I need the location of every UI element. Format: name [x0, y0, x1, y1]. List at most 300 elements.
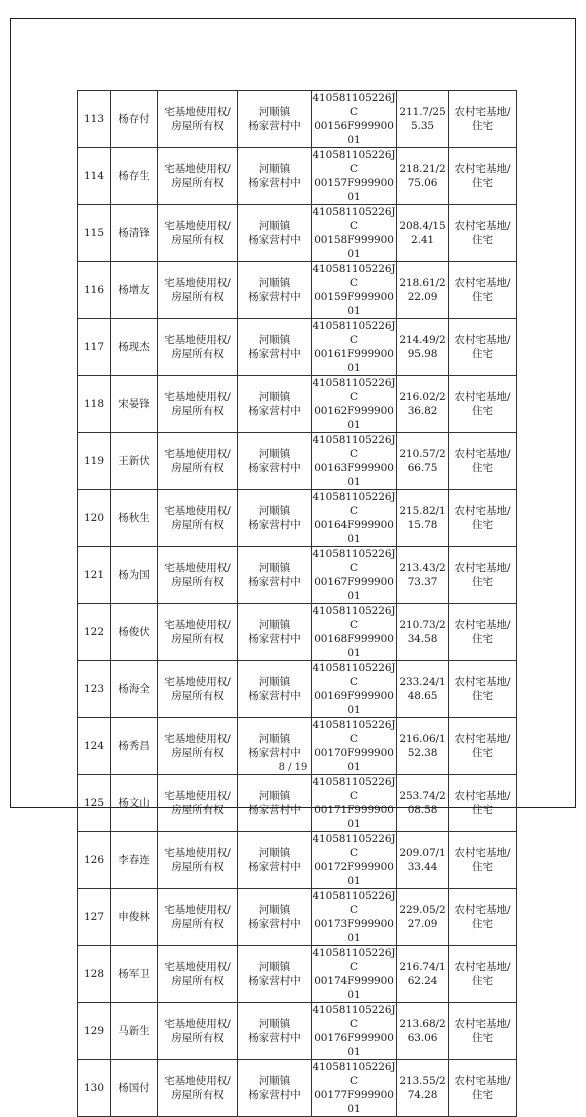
cell-location-line: 河顺镇	[258, 790, 291, 802]
cell-area-line: 216.06/1	[399, 733, 446, 745]
cell-owner-name: 杨军卫	[111, 946, 158, 1003]
cell-right-type-line: 宅基地使用权/	[164, 847, 231, 859]
cell-right-type-line: 房屋所有权	[171, 1032, 224, 1044]
cell-usage-line: 农村宅基地/	[454, 334, 511, 346]
cell-right-type-line: 宅基地使用权/	[164, 448, 231, 460]
cell-location-line: 河顺镇	[258, 961, 291, 973]
cell-usage	[449, 319, 517, 376]
cell-parcel-code-line: 00171F99990001	[314, 804, 394, 830]
cell-location-line: 河顺镇	[258, 220, 291, 232]
cell-parcel-code-line: 410581105226JC	[312, 890, 396, 916]
cell-parcel-code-line: 410581105226JC	[312, 605, 396, 631]
table-row	[78, 433, 517, 490]
cell-parcel-code-line: 410581105226JC	[312, 491, 396, 517]
cell-owner-name: 杨存生	[111, 148, 158, 205]
cell-area	[397, 889, 449, 946]
cell-area-line: 5.35	[411, 120, 434, 132]
cell-parcel-code	[312, 832, 397, 889]
cell-usage-line: 住宅	[472, 462, 493, 474]
cell-location-line: 杨家营村中	[248, 690, 301, 702]
cell-area-line: 27.09	[407, 918, 438, 930]
cell-parcel-code	[312, 1003, 397, 1060]
table-row	[78, 946, 517, 1003]
cell-location-line: 河顺镇	[258, 1075, 291, 1087]
cell-right-type-line: 宅基地使用权/	[164, 1075, 231, 1087]
cell-area-line: 62.24	[407, 975, 438, 987]
cell-area	[397, 91, 449, 148]
cell-usage-line: 住宅	[472, 804, 493, 816]
cell-area-line: 34.58	[407, 633, 438, 645]
cell-area-line: 73.37	[407, 576, 438, 588]
cell-usage-line: 住宅	[472, 405, 493, 417]
cell-area-line: 95.98	[407, 348, 438, 360]
cell-location-line: 杨家营村中	[248, 918, 301, 930]
cell-usage	[449, 1003, 517, 1060]
cell-right-type-line: 房屋所有权	[171, 747, 224, 759]
cell-area	[397, 775, 449, 832]
cell-usage-line: 农村宅基地/	[454, 220, 511, 232]
cell-area	[397, 490, 449, 547]
table-row	[78, 832, 517, 889]
cell-owner-name: 王新伏	[111, 433, 158, 490]
cell-location-line: 河顺镇	[258, 448, 291, 460]
cell-area	[397, 319, 449, 376]
cell-right-type-line: 房屋所有权	[171, 519, 224, 531]
table-row	[78, 490, 517, 547]
cell-owner-name: 杨为国	[111, 547, 158, 604]
cell-parcel-code-line: 00174F99990001	[314, 975, 394, 1001]
cell-parcel-code-line: 00172F99990001	[314, 861, 394, 887]
cell-parcel-code-line: 00177F99990001	[314, 1089, 394, 1115]
cell-area-line: 218.61/2	[399, 277, 446, 289]
cell-usage-line: 农村宅基地/	[454, 562, 511, 574]
cell-location	[238, 604, 312, 661]
cell-usage-line: 住宅	[472, 1089, 493, 1101]
cell-parcel-code	[312, 91, 397, 148]
cell-usage-line: 农村宅基地/	[454, 733, 511, 745]
cell-parcel-code	[312, 547, 397, 604]
cell-location-line: 河顺镇	[258, 391, 291, 403]
cell-usage-line: 住宅	[472, 747, 493, 759]
cell-usage-line: 农村宅基地/	[454, 505, 511, 517]
cell-number: 126	[78, 832, 111, 889]
cell-area-line: 63.06	[407, 1032, 438, 1044]
cell-right-type-line: 房屋所有权	[171, 348, 224, 360]
cell-right-type-line: 房屋所有权	[171, 1089, 224, 1101]
cell-location-line: 河顺镇	[258, 847, 291, 859]
cell-location-line: 杨家营村中	[248, 348, 301, 360]
cell-parcel-code-line: 410581105226JC	[312, 377, 396, 403]
cell-area-line: 215.82/1	[399, 505, 446, 517]
cell-number: 117	[78, 319, 111, 376]
cell-parcel-code	[312, 1060, 397, 1117]
cell-usage-line: 住宅	[472, 975, 493, 987]
cell-usage-line: 农村宅基地/	[454, 904, 511, 916]
cell-location	[238, 889, 312, 946]
cell-number: 128	[78, 946, 111, 1003]
cell-area-line: 213.55/2	[399, 1075, 446, 1087]
cell-area-line: 52.38	[407, 747, 438, 759]
cell-parcel-code-line: 00161F99990001	[314, 348, 394, 374]
cell-parcel-code-line: 410581105226JC	[312, 662, 396, 688]
cell-right-type	[158, 148, 238, 205]
cell-right-type-line: 房屋所有权	[171, 234, 224, 246]
cell-location	[238, 661, 312, 718]
cell-right-type	[158, 262, 238, 319]
cell-area-line: 213.43/2	[399, 562, 446, 574]
cell-parcel-code	[312, 775, 397, 832]
cell-right-type-line: 宅基地使用权/	[164, 1018, 231, 1030]
cell-number: 124	[78, 718, 111, 775]
cell-right-type-line: 宅基地使用权/	[164, 733, 231, 745]
cell-right-type-line: 房屋所有权	[171, 291, 224, 303]
cell-location-line: 杨家营村中	[248, 861, 301, 873]
cell-usage	[449, 262, 517, 319]
cell-location-line: 河顺镇	[258, 676, 291, 688]
cell-parcel-code-line: 410581105226JC	[312, 149, 396, 175]
cell-area-line: 75.06	[407, 177, 438, 189]
cell-right-type-line: 宅基地使用权/	[164, 904, 231, 916]
cell-usage-line: 住宅	[472, 861, 493, 873]
cell-right-type	[158, 775, 238, 832]
cell-location-line: 河顺镇	[258, 619, 291, 631]
table-row	[78, 889, 517, 946]
cell-area	[397, 376, 449, 433]
cell-usage-line: 农村宅基地/	[454, 619, 511, 631]
cell-parcel-code-line: 410581105226JC	[312, 776, 396, 802]
cell-right-type-line: 房屋所有权	[171, 690, 224, 702]
cell-area	[397, 148, 449, 205]
cell-usage	[449, 91, 517, 148]
table-row	[78, 1003, 517, 1060]
cell-area	[397, 433, 449, 490]
cell-usage-line: 农村宅基地/	[454, 676, 511, 688]
cell-location-line: 杨家营村中	[248, 576, 301, 588]
cell-usage-line: 住宅	[472, 234, 493, 246]
cell-area	[397, 1003, 449, 1060]
cell-right-type	[158, 547, 238, 604]
cell-parcel-code-line: 410581105226JC	[312, 434, 396, 460]
cell-usage-line: 住宅	[472, 1032, 493, 1044]
cell-usage-line: 农村宅基地/	[454, 106, 511, 118]
cell-right-type-line: 房屋所有权	[171, 405, 224, 417]
cell-area-line: 209.07/1	[399, 847, 446, 859]
cell-area-line: 36.82	[407, 405, 438, 417]
cell-usage-line: 住宅	[472, 633, 493, 645]
cell-location-line: 河顺镇	[258, 904, 291, 916]
table-row	[78, 661, 517, 718]
cell-location-line: 杨家营村中	[248, 975, 301, 987]
cell-right-type-line: 宅基地使用权/	[164, 562, 231, 574]
cell-area-line: 48.65	[407, 690, 438, 702]
cell-parcel-code-line: 00173F99990001	[314, 918, 394, 944]
cell-area-line: 22.09	[407, 291, 438, 303]
cell-location-line: 河顺镇	[258, 277, 291, 289]
cell-location-line: 河顺镇	[258, 1018, 291, 1030]
cell-right-type-line: 宅基地使用权/	[164, 163, 231, 175]
cell-right-type-line: 房屋所有权	[171, 633, 224, 645]
table-row	[78, 547, 517, 604]
cell-number: 114	[78, 148, 111, 205]
cell-parcel-code-line: 00158F99990001	[314, 234, 394, 260]
cell-right-type-line: 宅基地使用权/	[164, 961, 231, 973]
cell-location-line: 杨家营村中	[248, 1032, 301, 1044]
cell-usage-line: 住宅	[472, 291, 493, 303]
cell-usage	[449, 148, 517, 205]
cell-number: 115	[78, 205, 111, 262]
cell-location	[238, 775, 312, 832]
cell-location-line: 河顺镇	[258, 334, 291, 346]
cell-area	[397, 547, 449, 604]
cell-right-type	[158, 661, 238, 718]
table-row	[78, 376, 517, 433]
cell-parcel-code-line: 00157F99990001	[314, 177, 394, 203]
cell-right-type-line: 宅基地使用权/	[164, 220, 231, 232]
cell-parcel-code-line: 410581105226JC	[312, 548, 396, 574]
cell-right-type-line: 宅基地使用权/	[164, 391, 231, 403]
cell-area-line: 66.75	[407, 462, 438, 474]
cell-usage-line: 住宅	[472, 519, 493, 531]
cell-location-line: 河顺镇	[258, 163, 291, 175]
cell-usage	[449, 889, 517, 946]
cell-area	[397, 946, 449, 1003]
cell-number: 119	[78, 433, 111, 490]
cell-parcel-code	[312, 889, 397, 946]
cell-area-line: 33.44	[407, 861, 438, 873]
cell-parcel-code	[312, 946, 397, 1003]
cell-parcel-code-line: 410581105226JC	[312, 1004, 396, 1030]
cell-usage-line: 农村宅基地/	[454, 961, 511, 973]
cell-parcel-code	[312, 262, 397, 319]
cell-parcel-code-line: 410581105226JC	[312, 833, 396, 859]
cell-location	[238, 490, 312, 547]
cell-location-line: 杨家营村中	[248, 1089, 301, 1101]
cell-location-line: 杨家营村中	[248, 405, 301, 417]
cell-parcel-code-line: 410581105226JC	[312, 1061, 396, 1087]
cell-usage-line: 农村宅基地/	[454, 1075, 511, 1087]
records-body	[78, 91, 517, 1117]
cell-location	[238, 433, 312, 490]
cell-right-type	[158, 889, 238, 946]
cell-right-type	[158, 1003, 238, 1060]
cell-location-line: 杨家营村中	[248, 177, 301, 189]
cell-parcel-code	[312, 604, 397, 661]
cell-right-type	[158, 376, 238, 433]
cell-parcel-code-line: 410581105226JC	[312, 947, 396, 973]
cell-usage-line: 农村宅基地/	[454, 1018, 511, 1030]
cell-usage-line: 住宅	[472, 177, 493, 189]
cell-location-line: 河顺镇	[258, 562, 291, 574]
cell-parcel-code-line: 410581105226JC	[312, 263, 396, 289]
cell-usage-line: 住宅	[472, 120, 493, 132]
cell-location	[238, 547, 312, 604]
cell-location	[238, 946, 312, 1003]
cell-parcel-code-line: 410581105226JC	[312, 206, 396, 232]
cell-number: 113	[78, 91, 111, 148]
cell-right-type-line: 宅基地使用权/	[164, 277, 231, 289]
cell-area	[397, 205, 449, 262]
cell-number: 127	[78, 889, 111, 946]
cell-parcel-code	[312, 490, 397, 547]
cell-parcel-code-line: 00167F99990001	[314, 576, 394, 602]
cell-usage-line: 住宅	[472, 690, 493, 702]
table-row	[78, 319, 517, 376]
cell-number: 121	[78, 547, 111, 604]
cell-location	[238, 319, 312, 376]
table-row	[78, 148, 517, 205]
cell-usage	[449, 604, 517, 661]
cell-owner-name: 杨文山	[111, 775, 158, 832]
cell-owner-name: 李春连	[111, 832, 158, 889]
cell-area-line: 229.05/2	[399, 904, 446, 916]
cell-location	[238, 91, 312, 148]
cell-parcel-code-line: 00163F99990001	[314, 462, 394, 488]
cell-parcel-code-line: 00162F99990001	[314, 405, 394, 431]
cell-number: 120	[78, 490, 111, 547]
cell-location-line: 杨家营村中	[248, 462, 301, 474]
table-row	[78, 604, 517, 661]
cell-right-type-line: 宅基地使用权/	[164, 334, 231, 346]
cell-owner-name: 杨国付	[111, 1060, 158, 1117]
cell-owner-name: 杨存付	[111, 91, 158, 148]
cell-owner-name: 杨增友	[111, 262, 158, 319]
cell-area	[397, 604, 449, 661]
cell-usage	[449, 832, 517, 889]
cell-usage-line: 农村宅基地/	[454, 277, 511, 289]
cell-parcel-code	[312, 148, 397, 205]
cell-location	[238, 1060, 312, 1117]
records-table	[77, 90, 517, 1117]
cell-location	[238, 148, 312, 205]
cell-parcel-code	[312, 376, 397, 433]
cell-location-line: 河顺镇	[258, 505, 291, 517]
cell-area-line: 216.02/2	[399, 391, 446, 403]
cell-location-line: 杨家营村中	[248, 120, 301, 132]
cell-parcel-code	[312, 661, 397, 718]
cell-right-type	[158, 604, 238, 661]
cell-location-line: 杨家营村中	[248, 291, 301, 303]
cell-area-line: 253.74/2	[399, 790, 446, 802]
cell-area-line: 15.78	[407, 519, 438, 531]
cell-location	[238, 376, 312, 433]
table-row	[78, 1060, 517, 1117]
cell-area	[397, 832, 449, 889]
cell-parcel-code	[312, 319, 397, 376]
cell-owner-name: 申俊林	[111, 889, 158, 946]
cell-usage	[449, 433, 517, 490]
cell-usage-line: 农村宅基地/	[454, 448, 511, 460]
cell-location	[238, 205, 312, 262]
cell-usage	[449, 1060, 517, 1117]
cell-area-line: 210.57/2	[399, 448, 446, 460]
cell-usage	[449, 376, 517, 433]
cell-area-line: 218.21/2	[399, 163, 446, 175]
cell-right-type-line: 宅基地使用权/	[164, 676, 231, 688]
cell-owner-name: 杨秀昌	[111, 718, 158, 775]
cell-usage-line: 农村宅基地/	[454, 790, 511, 802]
cell-usage-line: 农村宅基地/	[454, 847, 511, 859]
cell-area	[397, 262, 449, 319]
cell-right-type	[158, 1060, 238, 1117]
cell-right-type-line: 宅基地使用权/	[164, 790, 231, 802]
cell-owner-name: 杨俊伏	[111, 604, 158, 661]
cell-right-type-line: 房屋所有权	[171, 120, 224, 132]
cell-right-type	[158, 433, 238, 490]
cell-owner-name: 杨现杰	[111, 319, 158, 376]
cell-area-line: 233.24/1	[399, 676, 446, 688]
cell-number: 122	[78, 604, 111, 661]
cell-parcel-code-line: 410581105226JC	[312, 719, 396, 745]
cell-right-type-line: 房屋所有权	[171, 975, 224, 987]
table-row	[78, 775, 517, 832]
cell-location-line: 河顺镇	[258, 733, 291, 745]
cell-usage	[449, 661, 517, 718]
table-row	[78, 91, 517, 148]
cell-parcel-code-line: 00170F99990001	[314, 747, 394, 773]
cell-area-line: 08.58	[407, 804, 438, 816]
cell-parcel-code-line: 00176F99990001	[314, 1032, 394, 1058]
cell-owner-name: 杨清锋	[111, 205, 158, 262]
cell-right-type-line: 房屋所有权	[171, 576, 224, 588]
cell-area-line: 74.28	[407, 1089, 438, 1101]
cell-usage	[449, 547, 517, 604]
cell-parcel-code	[312, 433, 397, 490]
cell-location-line: 杨家营村中	[248, 747, 301, 759]
cell-area-line: 210.73/2	[399, 619, 446, 631]
cell-area-line: 214.49/2	[399, 334, 446, 346]
table-row	[78, 262, 517, 319]
cell-number: 118	[78, 376, 111, 433]
cell-parcel-code-line: 410581105226JC	[312, 92, 396, 118]
cell-usage	[449, 205, 517, 262]
page-number: 8 / 19	[278, 762, 308, 773]
cell-owner-name: 杨秋生	[111, 490, 158, 547]
cell-location	[238, 262, 312, 319]
cell-area-line: 213.68/2	[399, 1018, 446, 1030]
cell-right-type-line: 宅基地使用权/	[164, 619, 231, 631]
cell-parcel-code-line: 00169F99990001	[314, 690, 394, 716]
cell-location-line: 杨家营村中	[248, 633, 301, 645]
cell-location-line: 河顺镇	[258, 106, 291, 118]
cell-location-line: 杨家营村中	[248, 519, 301, 531]
cell-right-type-line: 宅基地使用权/	[164, 505, 231, 517]
cell-parcel-code-line: 00168F99990001	[314, 633, 394, 659]
cell-number: 130	[78, 1060, 111, 1117]
cell-location-line: 杨家营村中	[248, 804, 301, 816]
cell-usage-line: 住宅	[472, 576, 493, 588]
cell-parcel-code-line: 00156F99990001	[314, 120, 394, 146]
cell-area-line: 211.7/25	[399, 106, 446, 118]
cell-location	[238, 1003, 312, 1060]
cell-right-type-line: 房屋所有权	[171, 462, 224, 474]
cell-number: 123	[78, 661, 111, 718]
cell-right-type	[158, 319, 238, 376]
table-row	[78, 205, 517, 262]
cell-usage-line: 农村宅基地/	[454, 163, 511, 175]
cell-parcel-code-line: 410581105226JC	[312, 320, 396, 346]
cell-parcel-code-line: 00159F99990001	[314, 291, 394, 317]
cell-right-type	[158, 946, 238, 1003]
cell-owner-name: 杨海全	[111, 661, 158, 718]
cell-right-type-line: 房屋所有权	[171, 804, 224, 816]
cell-right-type	[158, 205, 238, 262]
cell-area-line: 208.4/15	[399, 220, 446, 232]
cell-area-line: 2.41	[411, 234, 434, 246]
cell-location-line: 杨家营村中	[248, 234, 301, 246]
cell-number: 116	[78, 262, 111, 319]
cell-area-line: 216.74/1	[399, 961, 446, 973]
cell-right-type-line: 房屋所有权	[171, 918, 224, 930]
